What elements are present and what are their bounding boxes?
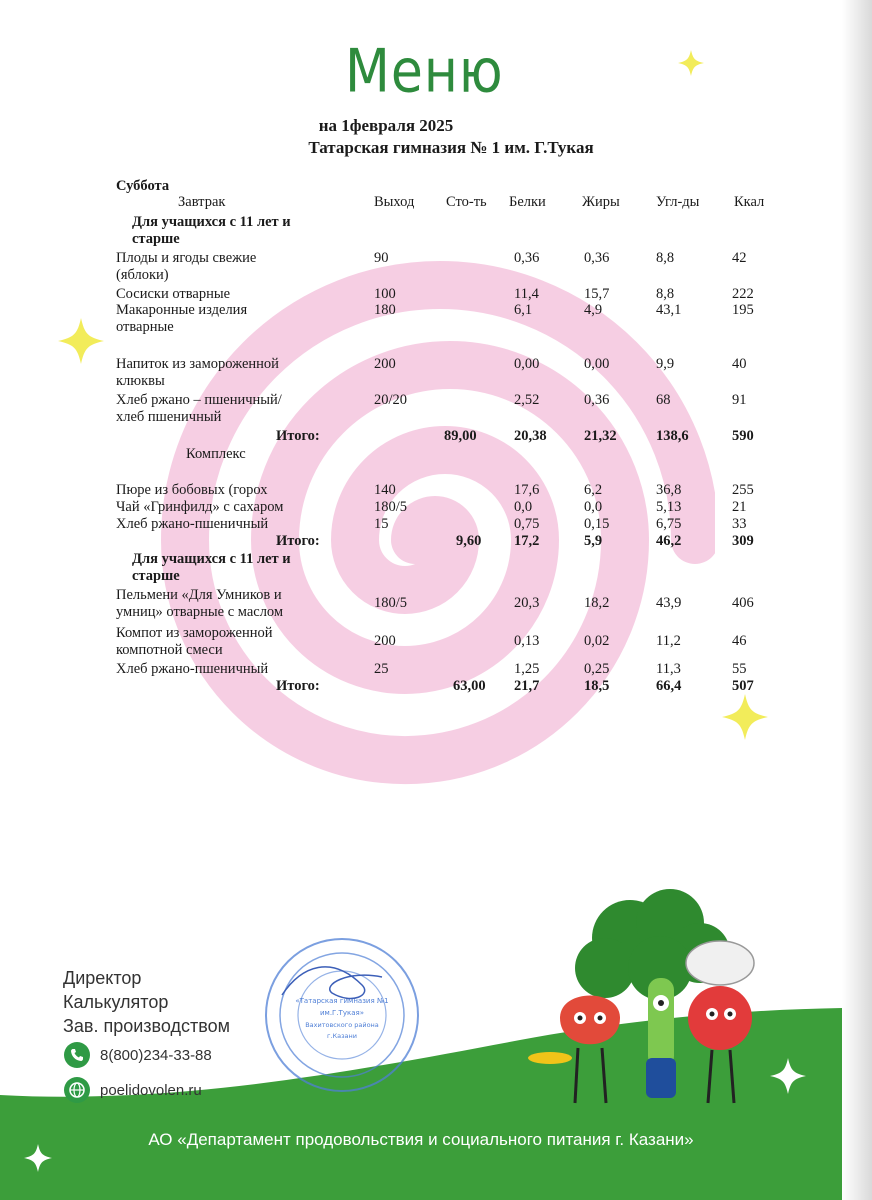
item-zhir: 0,00 (584, 356, 610, 372)
item-bel: 17,6 (514, 482, 540, 498)
table-row (116, 302, 776, 356)
header-ugl: Угл-ды (656, 194, 700, 210)
total-bel: 20,38 (514, 428, 547, 444)
mascot-illustration (520, 868, 780, 1128)
section-heading: Для учащихся с 11 лет и старше (132, 551, 291, 584)
item-kcal: 222 (732, 286, 754, 302)
item-out: 90 (374, 250, 389, 266)
item-name: Пельмени «Для Умников и умниц» отварные с маслом (116, 587, 284, 620)
item-bel: 0,0 (514, 499, 533, 515)
total-kcal: 590 (732, 428, 754, 444)
star-icon (678, 50, 704, 76)
item-kcal: 40 (732, 356, 747, 372)
svg-text:Вахитовского района: Вахитовского района (305, 1021, 379, 1029)
item-name: Чай «Гринфилд» с сахаром (116, 499, 284, 515)
item-name: Хлеб ржано – пшеничный/ хлеб пшеничный (116, 392, 282, 425)
item-zhir: 0,0 (584, 499, 603, 515)
star-icon (58, 318, 104, 364)
item-ugl: 8,8 (656, 250, 675, 266)
item-name: Хлеб ржано-пшеничный (116, 516, 269, 532)
item-name: Компот из замороженной компотной смеси (116, 625, 273, 658)
total-label: Итого: (276, 533, 320, 549)
svg-text:г.Казани: г.Казани (327, 1032, 357, 1040)
website-contact (64, 1077, 202, 1103)
page-title: Меню (345, 37, 504, 107)
item-kcal: 21 (732, 499, 747, 515)
signature-head: Зав. производством (63, 1016, 230, 1036)
item-ugl: 68 (656, 392, 671, 408)
total-zhir: 5,9 (584, 533, 603, 549)
item-ugl: 11,3 (656, 661, 681, 677)
table-row (116, 661, 776, 678)
item-bel: 1,25 (514, 661, 540, 677)
item-out: 180/5 (374, 595, 408, 611)
total-ugl: 138,6 (656, 428, 689, 444)
svg-text:«Татарская гимназия №1: «Татарская гимназия №1 (295, 997, 389, 1005)
phone-contact (64, 1042, 212, 1068)
total-bel: 21,7 (514, 678, 540, 694)
total-row (116, 428, 776, 446)
item-bel: 2,52 (514, 392, 540, 408)
website-link[interactable]: poelidovolen.ru (100, 1081, 202, 1099)
item-name: Плоды и ягоды свежие (яблоки) (116, 250, 257, 283)
total-ugl: 66,4 (656, 678, 682, 694)
item-bel: 20,3 (514, 595, 540, 611)
item-ugl: 9,9 (656, 356, 675, 372)
item-zhir: 0,36 (584, 392, 610, 408)
item-kcal: 46 (732, 633, 747, 649)
item-ugl: 43,9 (656, 595, 682, 611)
star-icon (722, 694, 768, 740)
total-label: Итого: (276, 428, 320, 444)
complex-label: Комплекс (186, 446, 246, 462)
phone-number: 8(800)234-33-88 (100, 1046, 212, 1064)
header-bel: Белки (509, 194, 546, 210)
organization-name: АО «Департамент продовольствия и социального питания г. Казани» (148, 1130, 694, 1149)
item-bel: 0,13 (514, 633, 540, 649)
header-cost: Сто-ть (446, 194, 487, 210)
item-out: 200 (374, 633, 396, 649)
item-bel: 0,75 (514, 516, 540, 532)
item-kcal: 195 (732, 302, 754, 318)
school-name: Татарская гимназия № 1 им. Г.Тукая (308, 138, 594, 157)
item-zhir: 0,25 (584, 661, 610, 677)
official-stamp (262, 935, 422, 1095)
item-zhir: 0,15 (584, 516, 610, 532)
item-kcal: 255 (732, 482, 754, 498)
menu-date: на 1февраля 2025 (318, 116, 454, 135)
header-zhir: Жиры (582, 194, 620, 210)
item-kcal: 406 (732, 595, 754, 611)
item-ugl: 8,8 (656, 286, 675, 302)
total-ugl: 46,2 (656, 533, 682, 549)
table-header (116, 194, 776, 214)
table-row (116, 356, 776, 392)
table-row (116, 587, 776, 625)
item-kcal: 42 (732, 250, 747, 266)
item-zhir: 0,36 (584, 250, 610, 266)
item-out: 200 (374, 356, 396, 372)
total-row (116, 678, 776, 696)
phone-icon (64, 1042, 90, 1068)
section-heading: Для учащихся с 11 лет и старше (132, 214, 291, 247)
item-zhir: 0,02 (584, 633, 610, 649)
item-out: 20/20 (374, 392, 408, 408)
item-name: Напиток из замороженной клюквы (116, 356, 279, 389)
total-cost: 89,00 (444, 428, 477, 444)
header-kcal: Ккал (734, 194, 765, 210)
signature-calculator: Калькулятор (63, 992, 169, 1012)
item-kcal: 91 (732, 392, 747, 408)
header-out: Выход (374, 194, 415, 210)
item-bel: 11,4 (514, 286, 539, 302)
total-label: Итого: (276, 678, 320, 694)
menu-table (116, 178, 776, 696)
item-bel: 0,00 (514, 356, 540, 372)
item-ugl: 43,1 (656, 302, 682, 318)
item-ugl: 6,75 (656, 516, 682, 532)
item-name: Макаронные изделия отварные (116, 302, 248, 335)
header-meal: Завтрак (178, 194, 226, 210)
signature-director: Директор (63, 968, 142, 988)
table-row (116, 482, 776, 499)
item-bel: 6,1 (514, 302, 533, 318)
total-cost: 9,60 (456, 533, 482, 549)
item-out: 15 (374, 516, 389, 532)
total-kcal: 507 (732, 678, 754, 694)
total-bel: 17,2 (514, 533, 540, 549)
globe-icon (64, 1077, 90, 1103)
total-row (116, 533, 776, 551)
item-zhir: 18,2 (584, 595, 610, 611)
table-row (116, 392, 776, 428)
item-zhir: 6,2 (584, 482, 603, 498)
item-zhir: 15,7 (584, 286, 610, 302)
total-zhir: 18,5 (584, 678, 610, 694)
item-kcal: 55 (732, 661, 747, 677)
table-row (116, 286, 776, 302)
item-out: 180 (374, 302, 396, 318)
page-edge (842, 0, 872, 1200)
item-out: 180/5 (374, 499, 408, 515)
item-ugl: 5,13 (656, 499, 682, 515)
table-row (116, 250, 776, 286)
table-row (116, 516, 776, 533)
total-kcal: 309 (732, 533, 754, 549)
item-bel: 0,36 (514, 250, 540, 266)
item-name: Хлеб ржано-пшеничный (116, 661, 269, 677)
item-out: 140 (374, 482, 396, 498)
item-name: Сосиски отварные (116, 286, 231, 302)
svg-text:им.Г.Тукая»: им.Г.Тукая» (320, 1009, 364, 1017)
item-name: Пюре из бобовых (горох (116, 482, 268, 498)
item-zhir: 4,9 (584, 302, 603, 318)
item-out: 100 (374, 286, 396, 302)
item-ugl: 36,8 (656, 482, 682, 498)
total-zhir: 21,32 (584, 428, 617, 444)
item-out: 25 (374, 661, 389, 677)
table-row (116, 499, 776, 516)
total-cost: 63,00 (453, 678, 486, 694)
item-ugl: 11,2 (656, 633, 681, 649)
table-row (116, 625, 776, 661)
item-kcal: 33 (732, 516, 747, 532)
day-label: Суббота (116, 178, 170, 194)
